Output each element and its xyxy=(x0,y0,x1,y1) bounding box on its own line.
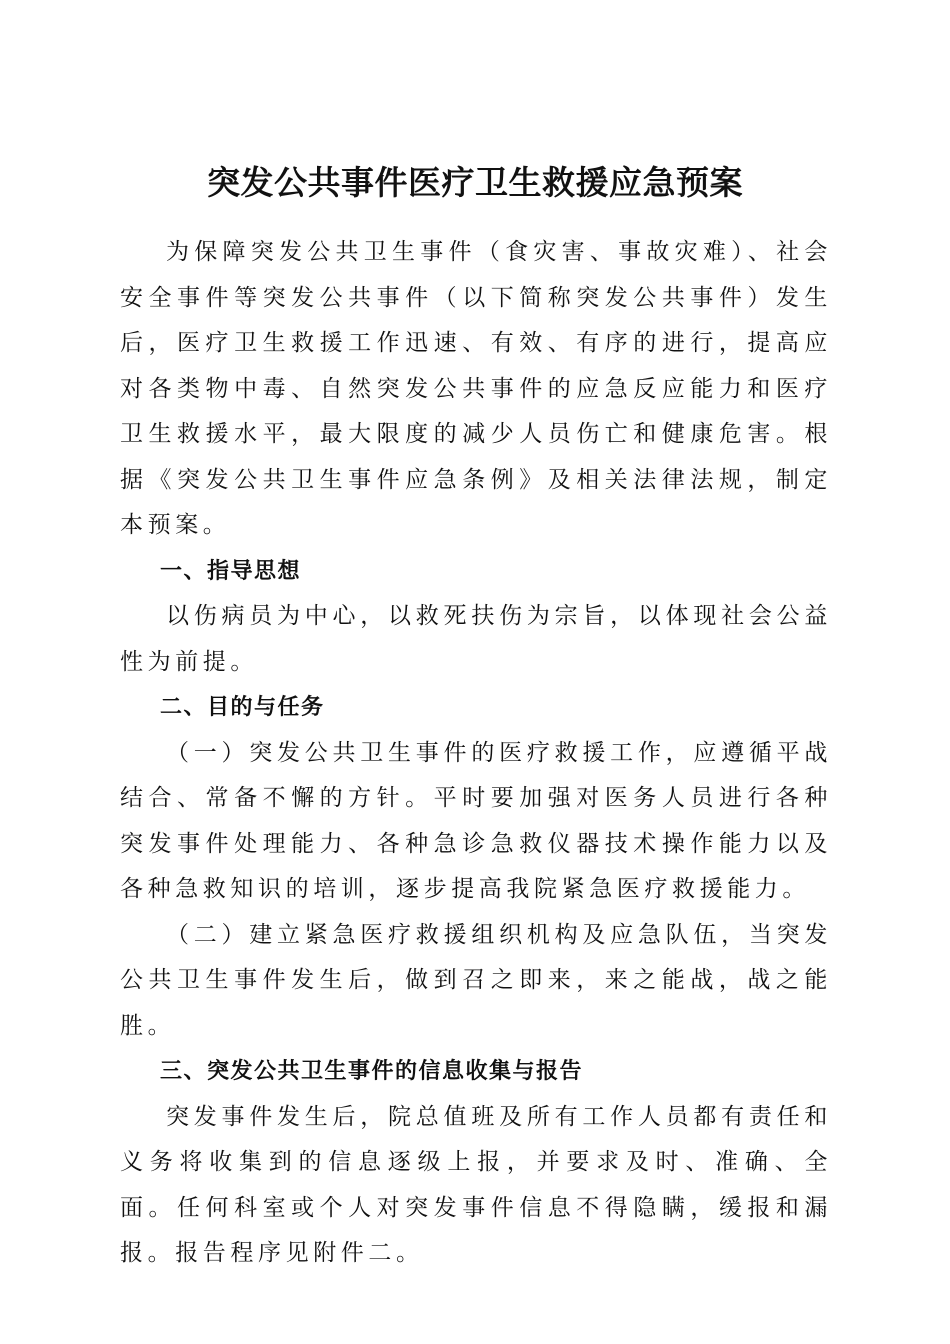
section-paragraph: （二）建立紧急医疗救援组织机构及应急队伍，当突发公共卫生事件发生后，做到召之即来，来之能战，战之能胜。 xyxy=(120,921,832,1039)
section-heading-information-reporting: 三、突发公共卫生事件的信息收集与报告 xyxy=(160,1059,584,1084)
section-paragraph: 以伤病员为中心，以救死扶伤为宗旨，以体现社会公益性为前提。 xyxy=(120,603,832,675)
section-heading-purpose-and-tasks: 二、目的与任务 xyxy=(160,695,325,720)
section-heading-guiding-ideology: 一、指导思想 xyxy=(160,558,302,584)
section-paragraph: 突发事件发生后，院总值班及所有工作人员都有责任和义务将收集到的信息逐级上报，并要求及时、准确、全面。任何科室或个人对突发事件信息不得隐瞒，缓报和漏报。报告程序见附件二。 xyxy=(120,1103,832,1266)
document-body xyxy=(120,230,832,1277)
document-title: 突发公共事件医疗卫生救援应急预案 xyxy=(207,163,743,203)
intro-paragraph: 为保障突发公共卫生事件（食灾害、事故灾难）、社会安全事件等突发公共事件（以下简称突发公共事件）发生后，医疗卫生救援工作迅速、有效、有序的进行，提高应对各类物中毒、自然突发公共事件的应急反应能力和医疗卫生救援水平，最大限度的减少人员伤亡和健康危害。根据《突发公共卫生事件应急条例》及相关法律法规，制定本预案。 xyxy=(120,239,832,538)
section-paragraph: （一）突发公共卫生事件的医疗救援工作，应遵循平战结合、常备不懈的方针。平时要加强对医务人员进行各种突发事件处理能力、各种急诊急救仪器技术操作能力以及各种急救知识的培训，逐步提高我院紧急医疗救援能力。 xyxy=(120,739,832,902)
